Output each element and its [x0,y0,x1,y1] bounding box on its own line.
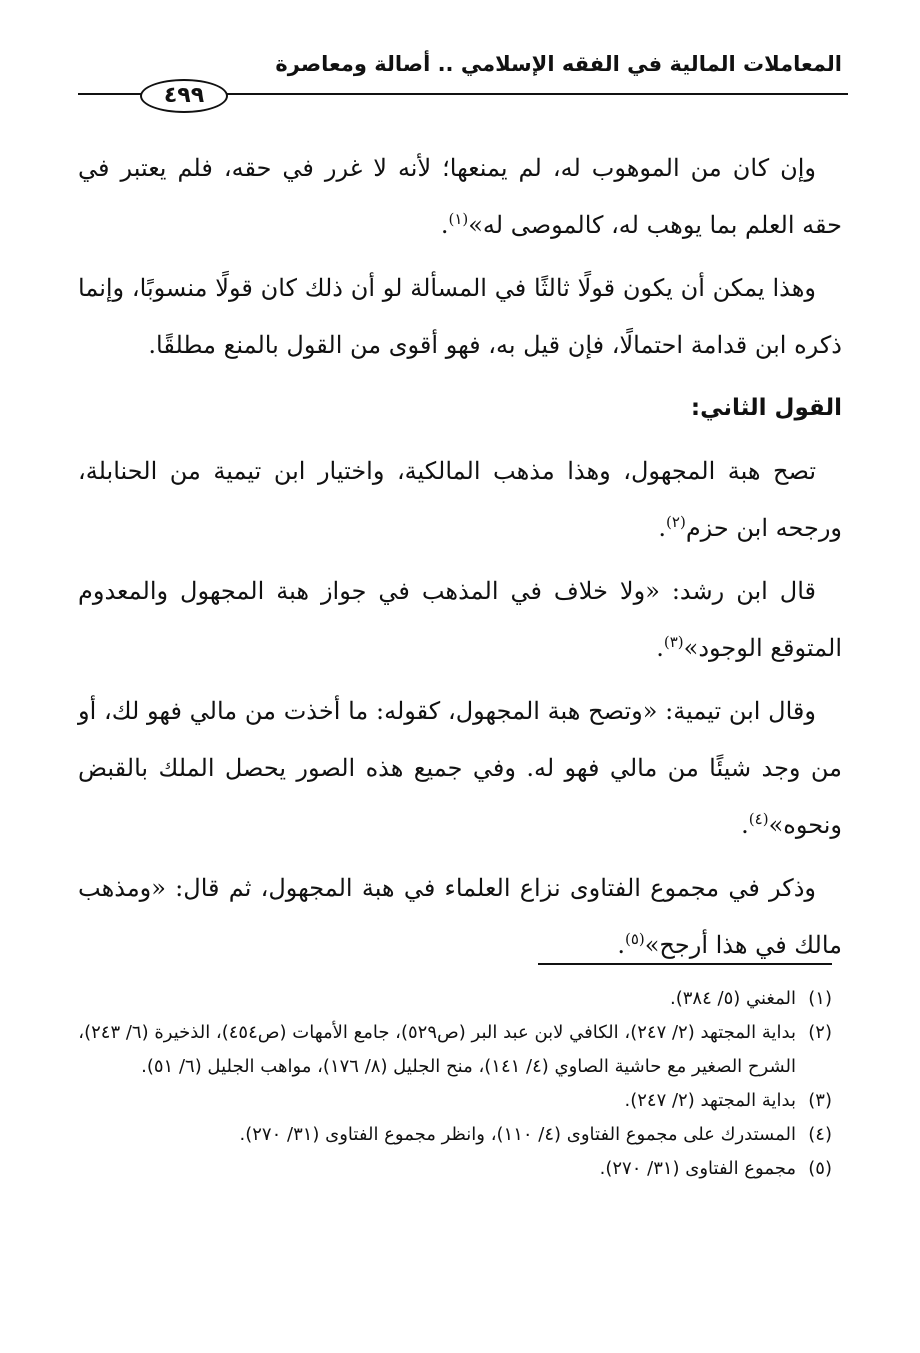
footnote-number: (٥) [808,1158,832,1179]
footnote-text: المستدرك على مجموع الفتاوى (٤/ ١١٠)، وانظر مجموع الفتاوى (٣١/ ٢٧٠). [239,1124,796,1145]
footnote-1 [78,982,832,1016]
footnote-ref-4: (٤) [748,810,769,828]
paragraph-text: وذكر في مجموع الفتاوى نزاع العلماء في هبة المجهول، ثم قال: «ومذهب مالك في هذا أرجح» [78,874,842,959]
footnote-number: (٤) [808,1124,832,1145]
paragraph-1 [78,140,842,254]
paragraph-3 [78,443,842,557]
footnote-ref-1: (١) [448,210,469,228]
paragraph-4 [78,563,842,677]
paragraph-end: . [656,634,664,662]
footnote-number: (١) [808,988,832,1009]
paragraph-2: وهذا يمكن أن يكون قولًا ثالثًا في المسألة لو أن ذلك كان قولًا منسوبًا، وإنما ذكره ابن قدامة احتمالًا، فإن قيل به، فهو أقوى من القول بالمنع مطلقًا. [78,274,842,359]
running-header-title: المعاملات المالية في الفقه الإسلامي .. أصالة ومعاصرة [275,52,842,76]
paragraph-6 [78,860,842,974]
paragraph-text: قال ابن رشد: «ولا خلاف في المذهب في جواز هبة المجهول والمعدوم المتوقع الوجود» [78,577,842,662]
page-number: ٤٩٩ [140,79,228,113]
paragraph-5 [78,683,842,854]
paragraph-end: . [440,211,449,239]
footnote-text: بداية المجتهد (٢/ ٢٤٧). [624,1090,796,1111]
footnote-text: مجموع الفتاوى (٣١/ ٢٧٠). [599,1158,796,1179]
footnote-number: (٢) [808,1022,832,1043]
paragraph-text: وقال ابن تيمية: «وتصح هبة المجهول، كقوله: ما أخذت من مالي فهو لك، أو من وجد شيئًا من مالي فهو له. وفي جميع هذه الصور يحصل الملك بالقبض ونحوه» [78,697,842,839]
footnote-number: (٣) [808,1090,832,1111]
footnote-ref-2: (٢) [666,513,686,531]
paragraph-end: . [617,931,625,959]
footnote-text: المغني (٥/ ٣٨٤). [670,988,796,1009]
paragraph-end: . [741,811,749,839]
paragraph-text: وإن كان من الموهوب له، لم يمنعها؛ لأنه لا غرر في حقه، فلم يعتبر في حقه العلم بما يوهب له، كالموصى له» [78,154,842,239]
section-heading: القول الثاني: [690,395,842,421]
footnote-ref-3: (٣) [663,633,684,651]
footnote-2 [78,1016,832,1084]
footnote-5 [78,1152,832,1186]
footnotes [78,982,832,1186]
paragraph-end: . [658,514,667,542]
paragraph-text: تصح هبة المجهول، وهذا مذهب المالكية، واختيار ابن تيمية من الحنابلة، ورجحه ابن حزم [78,457,842,542]
footnote-separator [538,963,832,965]
footnote-3 [78,1084,832,1118]
footnote-4 [78,1118,832,1152]
footnote-text: بداية المجتهد (٢/ ٢٤٧)، الكافي لابن عبد البر (ص٥٢٩)، جامع الأمهات (ص٤٥٤)، الذخيرة (٦/ ٢٤٣)، الشرح الصغير مع حاشية الصاوي (٤/ ١٤١)، منح الجليل (٨/ ١٧٦)، مواهب الجليل (٦/ ٥١). [78,1022,796,1077]
main-text [78,140,842,980]
footnote-ref-5: (٥) [624,930,645,948]
